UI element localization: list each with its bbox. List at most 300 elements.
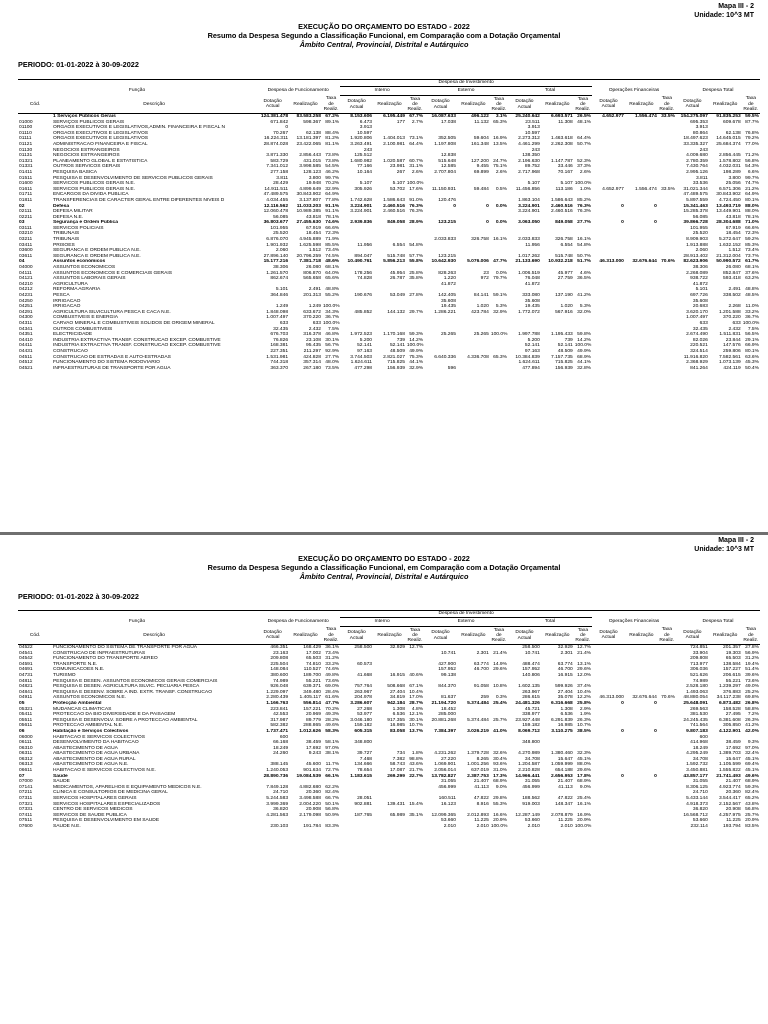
cell-value: 82.4% xyxy=(745,790,759,796)
cell-value: 33.2% xyxy=(745,309,759,315)
cell-value: 267 xyxy=(396,169,405,175)
cell-value: 25.7% xyxy=(493,717,507,723)
cell-value: 2.078.879 xyxy=(551,812,573,818)
cell-value: 4.032.031 xyxy=(718,164,741,170)
cell-value: 639.371 xyxy=(303,684,321,690)
cell-value: 56.085 xyxy=(273,214,289,220)
cell-value: 55.3% xyxy=(493,801,507,807)
cell-value: 41.2% xyxy=(745,723,759,729)
cell-code: 06313 xyxy=(19,762,33,768)
cell-value: 79.2% xyxy=(745,136,759,142)
column-header-dotacao: Dotação Actual xyxy=(676,627,709,645)
cell-value: 32.929 xyxy=(557,645,573,650)
cell-value: 21.194.720 xyxy=(431,700,456,706)
cell-value: 100.0% xyxy=(574,343,592,349)
cell-value: 68.9% xyxy=(577,354,592,360)
cell-value: 27.8% xyxy=(409,293,424,298)
report-period: PERIODO: 01-01-2022 à 30-09-2022 xyxy=(18,60,139,69)
column-header-realizacao: Realização xyxy=(289,627,322,645)
cell-code: 01130 xyxy=(19,147,33,153)
cell-value: 100.0% xyxy=(574,824,592,829)
cell-value: 33.536 xyxy=(692,181,708,187)
cell-value: 12.7% xyxy=(577,645,592,650)
cell-value: 76.048 xyxy=(524,276,540,282)
cell-value: 1.511.831 xyxy=(719,332,741,338)
cell-code: 01711 xyxy=(19,192,33,198)
cell-value: 3.063.050 xyxy=(518,220,540,226)
cell-value: 43.818 xyxy=(305,214,321,220)
cell-value: 76.3% xyxy=(577,203,592,209)
cell-description: INFRAESTRUTURAS DE TRANSPORTE POR AGUA xyxy=(53,365,171,371)
cell-value: 77.0% xyxy=(745,141,759,147)
cell-value: 1.848.098 xyxy=(266,309,289,315)
cell-description: INDUSTRIA EXTRACTIVA TRANSF. CONSTRUCAO EXCEP. COMBUSTIVE xyxy=(53,337,221,343)
cell-value xyxy=(658,366,676,372)
cell-value: 267.180 xyxy=(303,365,321,371)
cell-code: 07331 xyxy=(19,807,33,813)
cell-code: 04000 xyxy=(19,265,33,271)
cell-value: 23.163 xyxy=(273,650,289,656)
cell-description: FUNCIONAMENTO DO TRANSPORTE AEREO xyxy=(53,656,158,662)
cell-value: 1.170.168 xyxy=(383,332,405,338)
cell-value: 100.0% xyxy=(406,181,424,187)
cell-value: 11.225 xyxy=(726,818,741,824)
cell-value: 258.500 xyxy=(354,645,373,650)
cell-value: 28.429 xyxy=(273,181,289,187)
cell-value: 724.851 xyxy=(690,645,708,650)
cell-value: 599.926 xyxy=(555,684,573,690)
cell-value: 466.351 xyxy=(270,645,289,650)
cell-value: 259.806 xyxy=(723,348,741,354)
cell-value: 7.381.718 xyxy=(299,259,321,265)
cell-value: 1.404.013 xyxy=(383,136,405,142)
cell-value: 20.683 xyxy=(692,304,708,310)
cell-value: 2.432 xyxy=(308,326,321,332)
cell-value: 25.2% xyxy=(745,689,759,695)
cell-value: 3.999.369 xyxy=(266,801,289,807)
cell-code: 04511 xyxy=(19,354,33,360)
cell-description: SAUDE xyxy=(53,779,70,785)
cell-value: 62.138 xyxy=(725,130,741,136)
cell-value: 65.2% xyxy=(745,796,759,802)
cell-value: 32.0% xyxy=(577,309,592,315)
financial-operations-header: Operações Financeiras xyxy=(608,619,660,625)
cell-value: 11.956 xyxy=(525,242,540,248)
cell-value: 63.2% xyxy=(745,276,759,282)
cell-value: 59.5% xyxy=(745,114,759,119)
unit-label: Unidade: 10^3 MT xyxy=(694,545,754,553)
cell-value: 7.384.397 xyxy=(434,728,456,734)
cell-value: 5.3% xyxy=(495,304,507,310)
cell-description: DEFESA MILITAR xyxy=(53,209,93,215)
cell-code: 04410 xyxy=(19,337,33,343)
cell-value: 4.009.680 xyxy=(686,153,708,159)
report-title: EXECUÇÃO DO ORÇAMENTO DO ESTADO - 2022 xyxy=(298,554,470,563)
cell-value: 2.012.893 xyxy=(467,812,489,818)
column-header-realizacao: Realização xyxy=(625,627,658,645)
cell-value: 16.1% xyxy=(493,237,507,243)
cell-value: 26.787 xyxy=(389,276,405,282)
cell-value: 36.803.677 xyxy=(263,220,289,226)
cell-value: 37.4% xyxy=(577,684,592,690)
cell-value: 41.2% xyxy=(577,293,592,298)
cell-value: 10.741 xyxy=(524,650,540,656)
cell-value: 21.407 xyxy=(725,779,741,785)
cell-value: 189.700 xyxy=(303,672,321,678)
total-expense-header: Despesa Total xyxy=(702,88,734,94)
cell-value: 0 xyxy=(621,773,624,779)
cell-value: 5.107 xyxy=(359,181,373,187)
cell-code: 01000 xyxy=(19,119,33,125)
cell-value: 10.4% xyxy=(577,689,592,695)
cell-value: 73.6% xyxy=(745,678,759,684)
cell-value: 16.1% xyxy=(577,237,592,243)
cell-value: 2.368.929 xyxy=(686,360,708,366)
cell-value: 10.989.385 xyxy=(296,209,321,215)
cell-value: 154.275.097 xyxy=(680,114,708,119)
cell-value: 637.019 xyxy=(471,768,489,774)
cell-description: CONSTRUCAO xyxy=(53,348,88,354)
cell-value: 28.304.688 xyxy=(716,220,741,226)
cell-description: TRANSPORTE N.E. xyxy=(53,661,98,667)
cell-value: 5.433.144 xyxy=(686,796,708,802)
cell-value: 9.807.183 xyxy=(686,728,708,734)
cell-value: 97.0% xyxy=(325,745,340,751)
cell-value: 25.4% xyxy=(577,796,592,802)
cell-value: 15.4% xyxy=(409,801,424,807)
column-header-dotacao: Dotação Actual xyxy=(340,627,373,645)
cell-value: 0 xyxy=(621,203,624,209)
cell-value: 59.3% xyxy=(409,332,424,338)
cell-value: 84.141 xyxy=(473,293,489,298)
cell-value: 138.350 xyxy=(522,153,540,159)
cell-value: 7.2% xyxy=(747,712,759,718)
cell-value: 11.033.203 xyxy=(296,203,321,209)
column-header-realizacao: Realização xyxy=(709,627,742,645)
report-scope: Âmbito Central, Provincial, Distrital e Autárquico xyxy=(299,40,469,49)
cell-description: 1 Serviços Públicos Gerais xyxy=(53,114,116,119)
cell-value: 609.678 xyxy=(723,119,741,125)
cell-value: 61.7% xyxy=(745,259,759,265)
table-row xyxy=(18,824,760,830)
cell-value: 12.585 xyxy=(440,164,456,170)
cell-value: 5.107 xyxy=(560,181,573,187)
cell-value: 83.3% xyxy=(325,824,340,829)
investment-header: Despesa de Investimento xyxy=(340,80,592,87)
cell-value: 9.243 xyxy=(308,751,321,757)
cell-value: 100.0% xyxy=(322,304,340,310)
cell-value: 13.782.827 xyxy=(431,773,456,779)
cell-value: 1.020 xyxy=(476,304,489,310)
cell-value: 83.5% xyxy=(745,824,759,829)
cell-value: 230.103 xyxy=(270,824,289,829)
cell-value: 30.843.902 xyxy=(716,192,741,198)
column-header-taxa: Taxa de Realiz. xyxy=(491,627,507,644)
map-reference xyxy=(694,3,754,20)
cell-value: 31.1% xyxy=(409,164,424,170)
cell-value: 75.3% xyxy=(409,354,424,360)
cell-value: 4.923.774 xyxy=(718,784,741,790)
cell-value: 5.200 xyxy=(527,337,540,343)
cell-value: 10.7% xyxy=(409,723,424,729)
cell-value: 485.852 xyxy=(354,309,373,315)
cell-value: 0 xyxy=(654,773,657,779)
cell-value: 51.4% xyxy=(745,667,759,673)
cell-value: 54.5% xyxy=(325,164,340,170)
cell-description: Defesa xyxy=(53,203,70,209)
cell-value: 67.2% xyxy=(325,114,340,119)
cell-value: 18.454 xyxy=(725,231,741,237)
cell-value: 521.626 xyxy=(690,672,708,678)
column-header-realizacao: Realização xyxy=(457,627,490,645)
cell-value: 50.7% xyxy=(577,253,592,259)
cell-code: 07211 xyxy=(19,790,33,796)
cell-value: 209.808 xyxy=(690,656,708,662)
cell-value: 144.132 xyxy=(387,309,405,315)
cell-value: 71.2% xyxy=(745,153,759,159)
cell-value: 2.387.753 xyxy=(467,773,489,779)
cell-value: 277.158 xyxy=(270,169,289,175)
cell-value: 29.7% xyxy=(409,309,424,315)
cell-value: 2.528.180 xyxy=(686,684,708,690)
cell-value: 1.020 xyxy=(560,304,573,310)
cell-value: 3.224.901 xyxy=(350,209,373,215)
cell-value: 739 xyxy=(396,337,405,343)
cell-description: TRIBUNAIS xyxy=(53,237,80,243)
cell-value: 697.726 xyxy=(690,293,708,298)
cell-value: 33.2% xyxy=(325,661,340,667)
cell-value: 348.800 xyxy=(354,740,373,746)
cell-value: 22.7% xyxy=(409,773,424,779)
cell-code: 05321 xyxy=(19,706,33,712)
cell-value: 4.724.450 xyxy=(718,197,741,203)
cell-description: INDUSTRIA EXTRACTIVA TRANSF. CONSTRUCAO EXCEP. COMBUSTIVE xyxy=(53,343,221,349)
total-header: Total xyxy=(508,618,592,627)
cell-value: 919.003 xyxy=(522,801,540,807)
cell-code: 07311 xyxy=(19,796,33,802)
cell-description: ELECTRICIDADE xyxy=(53,332,93,338)
cell-value: 31.2% xyxy=(325,656,340,662)
cell-value: 424.828 xyxy=(303,354,321,360)
cell-value: 55.2% xyxy=(325,293,340,298)
cell-value: 48.880.054 xyxy=(683,695,708,701)
cell-value: 6.536 xyxy=(392,712,405,718)
cell-value xyxy=(457,366,490,372)
cell-value: 97.163 xyxy=(357,348,373,354)
cell-value: 14.966.441 xyxy=(515,773,540,779)
cell-value: 2.010 xyxy=(476,824,489,829)
cell-value: 26.080 xyxy=(305,265,321,271)
cell-value: 1.863.104 xyxy=(518,197,540,203)
cell-value: 70.267 xyxy=(273,130,289,136)
report-titles xyxy=(0,554,768,581)
cell-value: 1.017.262 xyxy=(518,253,540,259)
cell-value: 6.381.608 xyxy=(718,717,741,723)
cell-value: 1.239.297 xyxy=(718,684,741,690)
cell-value: 1.201.588 xyxy=(718,309,741,315)
cell-value: 0 xyxy=(654,220,657,226)
cell-value: 862.674 xyxy=(270,276,289,282)
cell-value: 338.977 xyxy=(522,712,540,718)
cell-value: 20.908 xyxy=(725,807,741,813)
cell-value: 157.227 xyxy=(723,667,741,673)
cell-value: 76.3% xyxy=(409,203,424,209)
cell-value: 1.073.139 xyxy=(718,360,741,366)
cell-value: 16.568.712 xyxy=(683,812,708,818)
cell-value: 7.157.735 xyxy=(551,354,573,360)
cell-code: 04841 xyxy=(19,689,33,695)
cell-value: 73.4% xyxy=(325,650,340,656)
cell-value: 16.9% xyxy=(493,136,507,142)
cell-value: 157.221 xyxy=(303,706,321,712)
column-header-descricao: Descrição xyxy=(52,627,256,645)
cell-value: 69.4% xyxy=(745,762,759,768)
cell-value: 36.5% xyxy=(577,276,592,282)
cell-value: 168.381 xyxy=(270,343,289,349)
cell-value: 30.843.902 xyxy=(296,192,321,198)
financial-operations-header: Operações Financeiras xyxy=(608,88,660,94)
cell-description: HABITACAO E SERVICOS COLECTIVOS xyxy=(53,734,145,740)
cell-value: 28.7% xyxy=(409,700,424,706)
cell-value: 849.058 xyxy=(555,220,573,226)
cell-value: 38.306 xyxy=(273,265,289,271)
cell-value: 7.430.764 xyxy=(686,164,708,170)
cell-value: 18.497.623 xyxy=(683,136,708,142)
cell-code: 04231 xyxy=(19,293,33,298)
cell-value: 2.432 xyxy=(728,326,741,332)
cell-value: 16.915 xyxy=(557,672,573,678)
cell-code: 04512 xyxy=(19,360,33,366)
cell-value: 844.370 xyxy=(438,684,456,690)
cell-value: 357.314 xyxy=(303,360,321,366)
cell-description: ABASTECIMENTO DE AGUA N.E. xyxy=(53,762,129,768)
cell-value: 93.6% xyxy=(493,762,507,768)
cell-value: 67.919 xyxy=(725,225,741,231)
column-header-realizacao: Realização xyxy=(373,96,406,114)
cell-value: 56.8% xyxy=(745,807,759,813)
cell-value: 243 xyxy=(531,147,540,153)
cell-value: 97.0% xyxy=(745,745,759,751)
cell-value: 12.287.149 xyxy=(515,812,540,818)
cell-value: 2.460.516 xyxy=(383,203,405,209)
cell-value: 55.221 xyxy=(725,678,741,684)
cell-value: 100.0% xyxy=(490,824,508,829)
cell-description: CONSTRUCAO DE INFRAESTRUTURAS xyxy=(53,650,146,656)
cell-value: 1.197.808 xyxy=(434,141,456,147)
cell-value xyxy=(340,824,373,830)
cell-description: PESCA xyxy=(53,293,70,298)
cell-value: 33.904 xyxy=(692,650,708,656)
cell-code: 05 xyxy=(19,700,25,706)
cell-value: 1.531.981 xyxy=(266,354,289,360)
cell-value: 50.4% xyxy=(745,365,759,371)
cell-code: 04411 xyxy=(19,343,33,349)
cell-value: 2.056.014 xyxy=(434,768,456,774)
cell-value: 11.225 xyxy=(474,818,489,824)
cell-value: 45.1% xyxy=(577,756,592,762)
cell-value: 59.2% xyxy=(745,237,759,243)
cell-value: 65.3% xyxy=(493,354,507,360)
cell-value: 10.932.218 xyxy=(548,259,573,265)
cell-value: 43.818 xyxy=(725,214,741,220)
cell-value: 74.6% xyxy=(325,220,340,226)
cell-value: 28.4% xyxy=(325,689,340,695)
cell-value: 2.179.098 xyxy=(299,812,321,818)
cell-value: 128.123 xyxy=(303,169,321,175)
cell-value: 27.7% xyxy=(577,220,592,226)
cell-code: 06311 xyxy=(19,751,33,757)
cell-value: 89.1% xyxy=(325,119,340,125)
cell-value: 2.656.953 xyxy=(551,773,573,779)
cell-value: 456.999 xyxy=(438,784,456,790)
cell-description: ORGAOS EXECUTIVOS E LEGISLATIVOS xyxy=(53,136,149,142)
cell-code: 04212 xyxy=(19,287,33,293)
cell-value: 1.105.599 xyxy=(718,762,741,768)
cell-value: 21.4% xyxy=(493,650,507,656)
cell-value: 82.026 xyxy=(692,337,708,343)
cell-value: 100.0% xyxy=(406,343,424,349)
cell-value: 10.4% xyxy=(409,689,424,695)
cell-value: 926.048 xyxy=(270,684,289,690)
cell-value: 12.099.365 xyxy=(431,812,456,818)
column-header-taxa: Taxa de Realiz. xyxy=(575,627,591,644)
cell-value: 4.122.901 xyxy=(718,728,741,734)
cell-value: 3.913 xyxy=(359,125,373,131)
cell-value: 8.153.606 xyxy=(350,114,373,119)
cell-value: 188.562 xyxy=(522,796,540,802)
cell-value: 24.7% xyxy=(493,158,507,164)
cell-code: 01411 xyxy=(19,169,33,175)
cell-value: 567.916 xyxy=(555,309,573,315)
cell-value: 381.530 xyxy=(690,712,708,718)
cell-value: 187.765 xyxy=(354,812,373,818)
cell-value: 52.141 xyxy=(389,343,405,349)
cell-value: 24.710 xyxy=(692,790,708,796)
cell-value: 3.800 xyxy=(308,175,321,181)
cell-value: 56.085 xyxy=(692,214,708,220)
cell-value: 5.200 xyxy=(359,337,373,343)
cell-value: 1.586.643 xyxy=(383,197,405,203)
cell-value: 1.166.763 xyxy=(266,700,289,706)
cell-value: 123.215 xyxy=(438,253,456,259)
cell-value: 51.7% xyxy=(577,259,592,265)
cell-code: 04691 xyxy=(19,667,33,673)
cell-value: 4.257.975 xyxy=(718,812,741,818)
cell-value: 11.0% xyxy=(745,304,759,310)
cell-value: 1.389.703 xyxy=(718,751,741,757)
cell-value: 3.026.219 xyxy=(467,728,489,734)
cell-value: 14.645.015 xyxy=(716,136,741,142)
column-header-taxa: Taxa de Realiz. xyxy=(407,627,423,644)
cell-value: 1.007.497 xyxy=(686,315,708,321)
cell-description: PESQUISA E DESENVOLVIMENTO DE SERVICOS PUBLICOS GERAIS xyxy=(53,175,213,181)
cell-value: 73.7% xyxy=(745,253,759,259)
cell-value: 66.6% xyxy=(745,225,759,231)
cell-value: 496.122 xyxy=(471,114,489,119)
cell-value: 91.0% xyxy=(409,197,424,203)
cell-value: 75.1% xyxy=(493,164,507,170)
cell-code: 04521 xyxy=(19,365,33,371)
column-header-dotacao: Dotação Actual xyxy=(592,627,625,645)
cell-value xyxy=(373,824,406,830)
cell-value: 2.210.828 xyxy=(518,768,540,774)
cell-value: 9.455 xyxy=(476,164,489,170)
cell-value: 50.9% xyxy=(325,812,340,818)
cell-description: CARVAO MINERAL E COMBUSTIVEIS SOLIDOS DE ORIGEM MINERAL xyxy=(53,320,215,326)
cell-value: 4.945.889 xyxy=(299,237,321,243)
cell-value: 67.919 xyxy=(305,225,321,231)
cell-value: 31.021.344 xyxy=(683,186,708,192)
